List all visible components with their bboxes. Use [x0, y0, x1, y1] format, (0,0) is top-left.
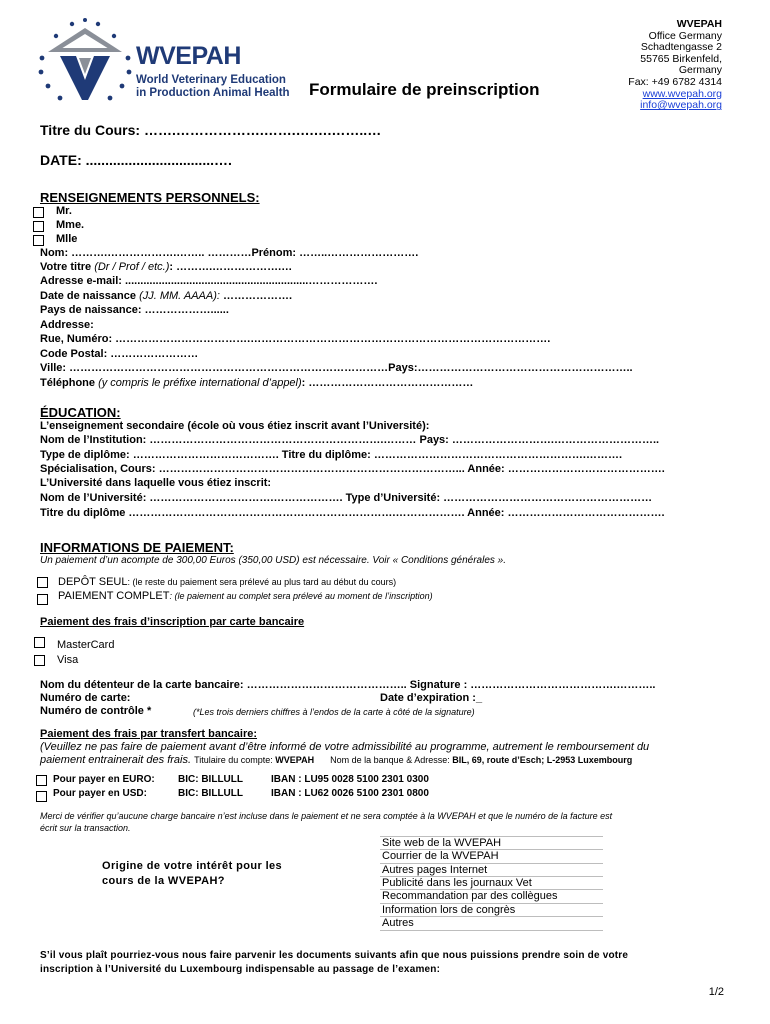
- documents-note-1: S’il vous plaît pourriez-vous nous faire parvenir les documents suivants afin que nous puissions prendre soin de votre: [40, 950, 629, 961]
- city-country-field[interactable]: Ville: ……………………………………………………………………………Pays:…………………………………………………..: [40, 362, 633, 374]
- university-name-field[interactable]: Nom de l’Université: …………………………….………………. Type d’Université: …………………………………………………: [40, 492, 653, 504]
- postal-code-field[interactable]: Code Postal: ……………………: [40, 348, 199, 360]
- office-line: Germany: [678, 64, 722, 77]
- secondary-label: L’enseignement secondaire (école où vous étiez inscrit avant l’Université):: [40, 420, 430, 432]
- street-field[interactable]: Rue, Numéro: ……………………………….……………………………………………………………………….: [40, 333, 551, 345]
- full-payment-hint: : (le paiement au complet sera prélevé au moment de l’inscription): [169, 591, 433, 601]
- phone-dots: : ………………………………………: [301, 377, 474, 389]
- origin-option[interactable]: Autres pages Internet: [382, 864, 488, 876]
- website-link[interactable]: www.wvepah.org: [642, 87, 722, 100]
- origin-question-line-1: Origine de votre intérêt pour les: [102, 860, 283, 872]
- checkbox-usd[interactable]: [36, 791, 47, 802]
- control-number-note: (*Les trois derniers chiffres à l’endos de la carte à côté de la signature): [193, 707, 475, 717]
- documents-note-2: inscription à l’Université du Luxembourg indispensable au passage de l’examen:: [40, 964, 441, 975]
- university-label: L’Université dans laquelle vous étiez inscrit:: [40, 477, 272, 489]
- birthdate-hint: (JJ. MM. AAAA):: [139, 290, 220, 302]
- logo-subtitle-1: World Veterinary Education: [136, 74, 286, 86]
- payment-heading: INFORMATIONS DE PAIEMENT:: [40, 540, 234, 555]
- form-title: Formulaire de preinscription: [309, 80, 540, 99]
- deposit-option: [58, 576, 396, 588]
- transfer-heading: Paiement des frais par transfert bancaire:: [40, 728, 258, 740]
- usd-iban: IBAN : LU62 0026 5100 2301 0800: [271, 788, 429, 799]
- bank-charge-note-1: Merci de vérifier qu’aucune charge bancaire n’est incluse dans le paiement et ne sera comptée à la WVEPAH et que le numéro de la facture est: [40, 811, 613, 821]
- checkbox-visa[interactable]: [34, 655, 45, 666]
- title-mr: Mr.: [56, 205, 72, 217]
- votre-titre-field[interactable]: [40, 261, 292, 273]
- office-name: WVEPAH: [676, 18, 722, 30]
- euro-iban: IBAN : LU95 0028 5100 2301 0300: [271, 774, 429, 785]
- origin-option[interactable]: Site web de la WVEPAH: [382, 837, 502, 849]
- votre-titre-hint: (Dr / Prof / etc.): [94, 261, 170, 273]
- card-number-field[interactable]: Numéro de carte:: [40, 692, 131, 704]
- account-holder-value: WVEPAH: [275, 755, 315, 765]
- transfer-note-2-text: paiement entrainerait des frais.: [40, 754, 195, 766]
- expiry-field[interactable]: Date d’expiration :_: [380, 692, 483, 704]
- origin-option[interactable]: Publicité dans les journaux Vet: [382, 877, 532, 889]
- page-number: 1/2: [708, 986, 724, 998]
- title-mme: Mme.: [56, 219, 85, 231]
- education-heading: ÉDUCATION:: [40, 405, 121, 420]
- email-field[interactable]: Adresse e-mail: ............................................................……………….: [40, 275, 378, 287]
- phone-field[interactable]: [40, 377, 473, 389]
- origin-option[interactable]: Courrier de la WVEPAH: [382, 850, 499, 862]
- title-mlle: Mlle: [56, 233, 78, 245]
- checkbox-mr[interactable]: [33, 207, 44, 218]
- origin-question: [102, 859, 282, 889]
- logo-name: WVEPAH: [136, 42, 241, 70]
- wvepah-logo-icon: [36, 18, 134, 108]
- votre-titre-dots: : ……….……………….…: [169, 261, 293, 273]
- birth-country-field[interactable]: Pays de naissance: ………………......: [40, 304, 229, 316]
- bank-name-label: Nom de la banque & Adresse:: [330, 755, 453, 765]
- visa-label: Visa: [57, 654, 79, 666]
- checkbox-full-payment[interactable]: [37, 594, 48, 605]
- euro-label: Pour payer en EURO:: [53, 774, 155, 785]
- logo-subtitle-2: in Production Animal Health: [136, 87, 290, 99]
- bank-name-value: BIL, 69, route d’Esch; L-2953 Luxembourg: [452, 755, 633, 765]
- birthdate-label: Date de naissance: [40, 290, 140, 302]
- deposit-label: DEPÔT SEUL: [58, 576, 128, 588]
- address-label: Addresse:: [40, 319, 94, 331]
- checkbox-deposit[interactable]: [37, 577, 48, 588]
- full-payment-label: PAIEMENT COMPLET: [58, 590, 170, 602]
- usd-bic: BIC: BILLULL: [178, 788, 243, 799]
- votre-titre-label: Votre titre: [40, 261, 95, 273]
- deposit-hint: : (le reste du paiement sera prélevé au plus tard au début du cours): [127, 577, 397, 587]
- logo: [36, 18, 290, 108]
- diploma-title-field[interactable]: Titre du diplôme ……………………………………………………………….………………. Année: …………………………………….: [40, 507, 665, 519]
- birthdate-field[interactable]: [40, 290, 292, 302]
- checkbox-mme[interactable]: [33, 221, 44, 232]
- origin-option[interactable]: Autres: [382, 917, 414, 929]
- bank-charge-note-2: écrit sur la transaction.: [40, 823, 131, 833]
- card-payment-heading: Paiement des frais d’inscription par carte bancaire: [40, 616, 305, 628]
- personal-heading: RENSEIGNEMENTS PERSONNELS:: [40, 190, 260, 205]
- office-address: [628, 19, 722, 112]
- cardholder-field[interactable]: Nom du détenteur de la carte bancaire: …………………………………….. Signature : ………………………………….………..: [40, 679, 656, 691]
- office-fax: Fax: +49 6782 4314: [628, 75, 722, 88]
- diploma-type-field[interactable]: Type de diplôme: …………………………………. Titre du diplôme: ………………………………………………….……….: [40, 449, 622, 461]
- transfer-note-1: (Veuillez ne pas faire de paiement avant d’être informé de votre admissibilité au programme, autrement le remboursement du: [40, 741, 650, 753]
- phone-hint: (y compris le préfixe international d’appel): [98, 377, 302, 389]
- usd-label: Pour payer en USD:: [53, 788, 147, 799]
- email-link[interactable]: info@wvepah.org: [640, 99, 722, 112]
- date-field[interactable]: DATE: .................................….: [40, 152, 232, 168]
- nom-field[interactable]: Nom: ……….……………….…….. …………Prénom: ……..…………………….: [40, 247, 419, 259]
- institution-field[interactable]: Nom de l’Institution: ……………………………………………………….……… Pays: ……………………….………………………..: [40, 434, 660, 446]
- checkbox-mastercard[interactable]: [34, 637, 45, 648]
- table-rule: [380, 930, 603, 931]
- full-payment-option: [58, 590, 433, 602]
- phone-label: Téléphone: [40, 377, 99, 389]
- office-line: Office Germany: [648, 29, 722, 42]
- checkbox-mlle[interactable]: [33, 235, 44, 246]
- checkbox-euro[interactable]: [36, 775, 47, 786]
- origin-option[interactable]: Information lors de congrès: [382, 904, 516, 916]
- origin-option[interactable]: Recommandation par des collègues: [382, 890, 558, 902]
- origin-question-line-2: cours de la WVEPAH?: [102, 875, 225, 887]
- euro-bic: BIC: BILLULL: [178, 774, 243, 785]
- control-number-field[interactable]: Numéro de contrôle *: [40, 705, 152, 717]
- account-holder-label: Titulaire du compte:: [194, 755, 276, 765]
- birthdate-dots: ……………….: [219, 290, 293, 302]
- deposit-note: Un paiement d’un acompte de 300,00 Euros (350,00 USD) est nécessaire. Voir « Conditions générales ».: [40, 555, 507, 566]
- transfer-note-2: [40, 754, 632, 766]
- specialisation-field[interactable]: Spécialisation, Cours: ………………………………………………………………………... Année: …………………………………….: [40, 463, 665, 475]
- office-line: Schadtengasse 2: [640, 41, 722, 54]
- mastercard-label: MasterCard: [57, 639, 115, 651]
- course-title-field[interactable]: Titre du Cours: …….……………….…….….….……..…: [40, 122, 382, 138]
- office-line: 55765 Birkenfeld,: [640, 52, 722, 65]
